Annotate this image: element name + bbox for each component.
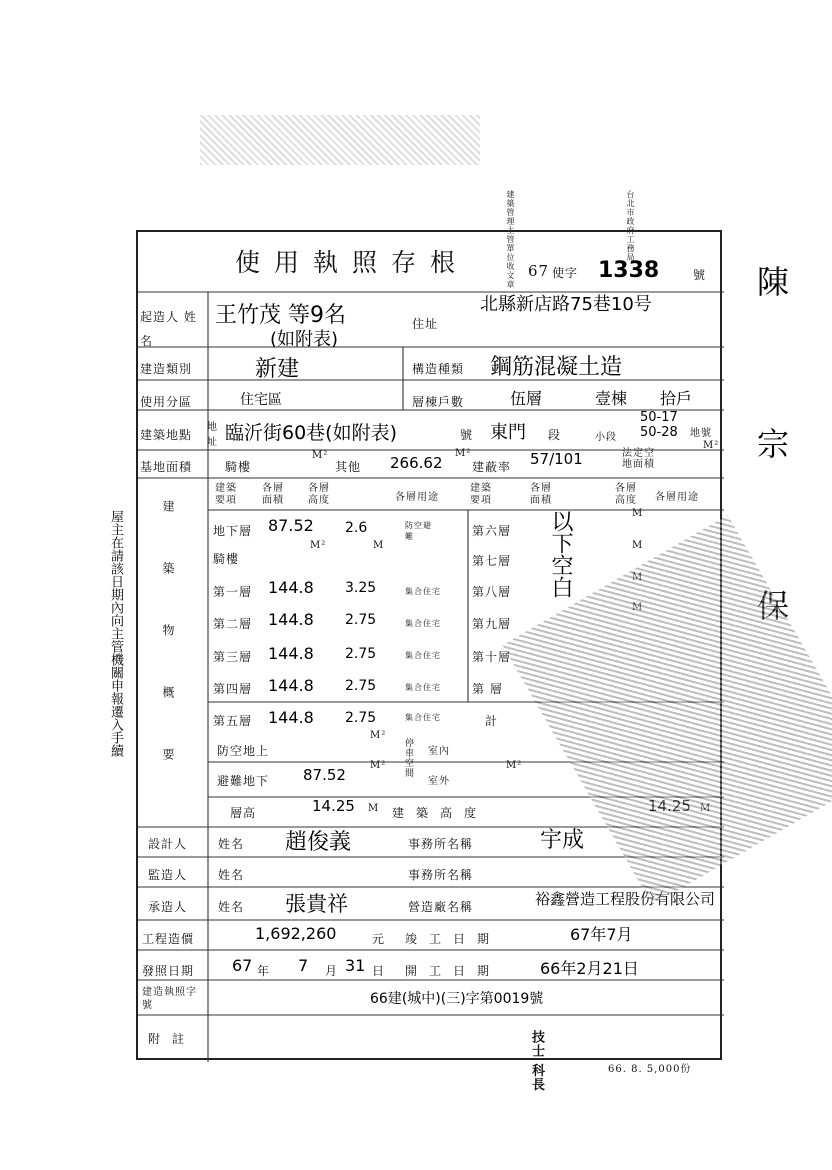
license-suffix: 號 xyxy=(693,268,707,282)
right-height-unit: M xyxy=(632,540,644,551)
arcade-unit: M² xyxy=(312,450,329,461)
designer-label: 設計人 xyxy=(148,837,188,851)
floor-height: 2.75 xyxy=(345,612,377,628)
indoor-label: 室內 xyxy=(428,746,450,757)
floor-area: 144.8 xyxy=(268,708,314,727)
building-height-label: 建築高度 xyxy=(392,806,489,820)
floor-height: 2.75 xyxy=(345,678,377,694)
overview-side-label: 建築物概要 xyxy=(161,500,175,810)
other-unit: M² xyxy=(455,448,472,459)
floor-area: 144.8 xyxy=(268,644,314,663)
complete-label: 竣工日期 xyxy=(405,932,502,946)
header-height-right: 各層高度 xyxy=(615,483,637,506)
floor-name: 第四層 xyxy=(213,682,253,696)
floor-use: 防空避難 xyxy=(405,521,432,541)
land-area-label: 基地面積 xyxy=(140,460,193,474)
floor-area: 144.8 xyxy=(268,676,314,695)
contractor-label: 承造人 xyxy=(148,900,188,914)
floor-height: 3.25 xyxy=(345,580,377,596)
floor-name: 第三層 xyxy=(213,650,253,664)
start-label: 開工日期 xyxy=(405,964,502,978)
header-item-left: 建築要項 xyxy=(215,483,237,506)
floor-name: 地下層 xyxy=(213,524,253,538)
floor-use: 集合住宅 xyxy=(405,713,441,722)
coverage-value: 57/101 xyxy=(530,450,583,468)
site-label: 建築地點 xyxy=(140,428,193,442)
form-title: 使用執照存根 xyxy=(235,248,470,277)
floor-use: 集合住宅 xyxy=(405,651,441,660)
signatures: 技士 科長 xyxy=(529,1030,544,1092)
header-height-left: 各層高度 xyxy=(308,483,330,506)
floor-height: 2.75 xyxy=(345,710,377,726)
builder-name: 王竹茂 等9名 xyxy=(215,303,346,328)
category-value: 新建 xyxy=(255,357,300,382)
issue-day: 31 xyxy=(345,956,366,975)
cost-value: 1,692,260 xyxy=(255,924,337,943)
floor-name: 第二層 xyxy=(213,617,253,631)
license-label: 使字 xyxy=(552,266,579,280)
arcade-label: 騎樓 xyxy=(225,460,252,474)
avoid-unit: M² xyxy=(370,760,387,771)
site-sublabel: 地址 xyxy=(207,422,218,448)
building-height-unit: M xyxy=(700,803,712,814)
floor-name-right: 第六層 xyxy=(472,524,512,538)
outdoor-label: 室外 xyxy=(428,776,450,787)
top-smudge xyxy=(200,115,480,165)
header-area-right: 各層面積 xyxy=(530,483,552,506)
contractor-company: 裕鑫營造工程股份有限公司 xyxy=(535,890,716,908)
header-use-left: 各層用途 xyxy=(395,492,439,503)
start-value: 66年2月21日 xyxy=(540,959,639,978)
floor-name-right: 第十層 xyxy=(472,650,512,664)
units-value: 拾戶 xyxy=(660,389,693,408)
avoid-label: 避難地下 xyxy=(217,774,270,788)
floor-name-right: 第八層 xyxy=(472,585,512,599)
floor-name-right: 第七層 xyxy=(472,554,512,568)
site-subsection-label: 小段 xyxy=(595,432,617,443)
contractor-name: 張貴祥 xyxy=(285,892,348,916)
supervisor-name-label: 姓名 xyxy=(218,868,245,882)
blank-note: 以下空白 xyxy=(548,510,573,598)
floor-area: 144.8 xyxy=(268,610,314,629)
right-height-unit: M xyxy=(632,508,644,519)
right-height-unit: M xyxy=(632,572,644,583)
issue-label: 發照日期 xyxy=(142,964,195,978)
floor-area-unit: M² xyxy=(310,540,327,551)
contractor-company-label: 營造廠名稱 xyxy=(408,900,474,914)
shelter-label: 防空地上 xyxy=(217,744,270,758)
issue-day-mark: 日 xyxy=(372,964,386,978)
floors-label: 層棟戶數 xyxy=(412,395,465,409)
floor-use: 集合住宅 xyxy=(405,619,441,628)
other-label: 其他 xyxy=(335,460,362,474)
license-prefix: 67 xyxy=(528,262,550,280)
category-label: 建造類別 xyxy=(140,362,193,376)
permit-label: 建造執照字號 xyxy=(142,987,197,1011)
floor-height: 2.75 xyxy=(345,646,377,662)
structure-label: 構造種類 xyxy=(412,362,465,376)
address-label: 住址 xyxy=(412,317,439,331)
supervisor-office-label: 事務所名稱 xyxy=(408,868,474,882)
permit-value: 66建(城中)(三)字第0019號 xyxy=(370,991,544,1007)
zone-value: 住宅區 xyxy=(240,392,282,408)
right-height-unit: M xyxy=(632,602,644,613)
issue-year-mark: 年 xyxy=(257,964,271,978)
issue-month: 7 xyxy=(298,956,309,975)
contractor-name-label: 姓名 xyxy=(218,900,245,914)
site-section-label: 段 xyxy=(548,428,562,442)
legal-space-label: 法定空地面積 xyxy=(622,448,655,470)
remark-label: 附註 xyxy=(148,1032,197,1046)
floors-value: 伍層 xyxy=(510,389,543,408)
coverage-label: 建蔽率 xyxy=(472,460,512,474)
builder-address: 北縣新店路75巷10号 xyxy=(480,294,652,315)
right-edge-text: 陳宗保 xyxy=(752,265,790,751)
avoid-value: 87.52 xyxy=(303,766,346,784)
floor-name: 第一層 xyxy=(213,585,253,599)
floor-height-unit: M xyxy=(373,540,385,551)
issue-month-mark: 月 xyxy=(325,964,339,978)
zone-label: 使用分區 xyxy=(140,395,193,409)
storey-height-value: 14.25 xyxy=(312,797,355,815)
site-lot: 50-17 50-28 xyxy=(640,410,678,440)
designer-office-label: 事務所名稱 xyxy=(408,837,474,851)
floor-use: 集合住宅 xyxy=(405,683,441,692)
floor-use: 集合住宅 xyxy=(405,587,441,596)
site-section: 東門 xyxy=(490,422,526,443)
designer-name: 趙俊義 xyxy=(285,830,352,855)
complete-value: 67年7月 xyxy=(570,925,633,944)
builder-note: (如附表) xyxy=(270,329,339,350)
buildings-value: 壹棟 xyxy=(595,389,628,408)
building-height-value: 14.25 xyxy=(648,797,691,815)
header-stamp-left: 建築管理主管單位收文章 xyxy=(506,190,515,289)
floor-area: 87.52 xyxy=(268,516,314,535)
builder-label: 起造人 姓名 xyxy=(140,310,197,348)
floor-area: 144.8 xyxy=(268,578,314,597)
print-info: 66. 8. 5,000份 xyxy=(608,1064,692,1075)
floor-name: 騎樓 xyxy=(213,552,240,566)
floor-name-right: 第九層 xyxy=(472,617,512,631)
site-lot-label: 地號 xyxy=(690,428,712,439)
issue-year: 67 xyxy=(232,956,253,975)
floor-name-right: 第 層 xyxy=(472,682,503,696)
header-use-right: 各層用途 xyxy=(655,492,699,503)
floor-height: 2.6 xyxy=(345,520,368,536)
other-value: 266.62 xyxy=(390,454,443,472)
parking-label: 停車空間 xyxy=(403,738,413,778)
header-item-right: 建築要項 xyxy=(470,483,492,506)
storey-height-label: 層高 xyxy=(230,806,257,820)
cost-label: 工程造價 xyxy=(142,932,195,946)
structure-value: 鋼筋混凝土造 xyxy=(490,355,623,380)
license-number: 1338 xyxy=(598,258,660,283)
floor-total-right: 計 xyxy=(485,714,499,728)
side-note: 屋主在請該日期內向主管機關申報遷入手續 xyxy=(108,510,123,757)
header-stamp-right: 台北市政府工務局 xyxy=(626,190,635,262)
site-no-label: 號 xyxy=(460,428,474,442)
designer-office: 宇成 xyxy=(540,828,585,853)
supervisor-label: 監造人 xyxy=(148,868,188,882)
floor-name: 第五層 xyxy=(213,714,253,728)
shelter-unit: M² xyxy=(370,730,387,741)
storey-height-unit: M xyxy=(368,803,380,814)
header-area-left: 各層面積 xyxy=(262,483,284,506)
legal-space-unit: M² xyxy=(703,440,720,451)
site-value: 臨沂街60巷(如附表) xyxy=(225,422,398,444)
designer-name-label: 姓名 xyxy=(218,837,245,851)
parking-unit: M² xyxy=(506,760,523,771)
cost-unit: 元 xyxy=(372,932,386,946)
